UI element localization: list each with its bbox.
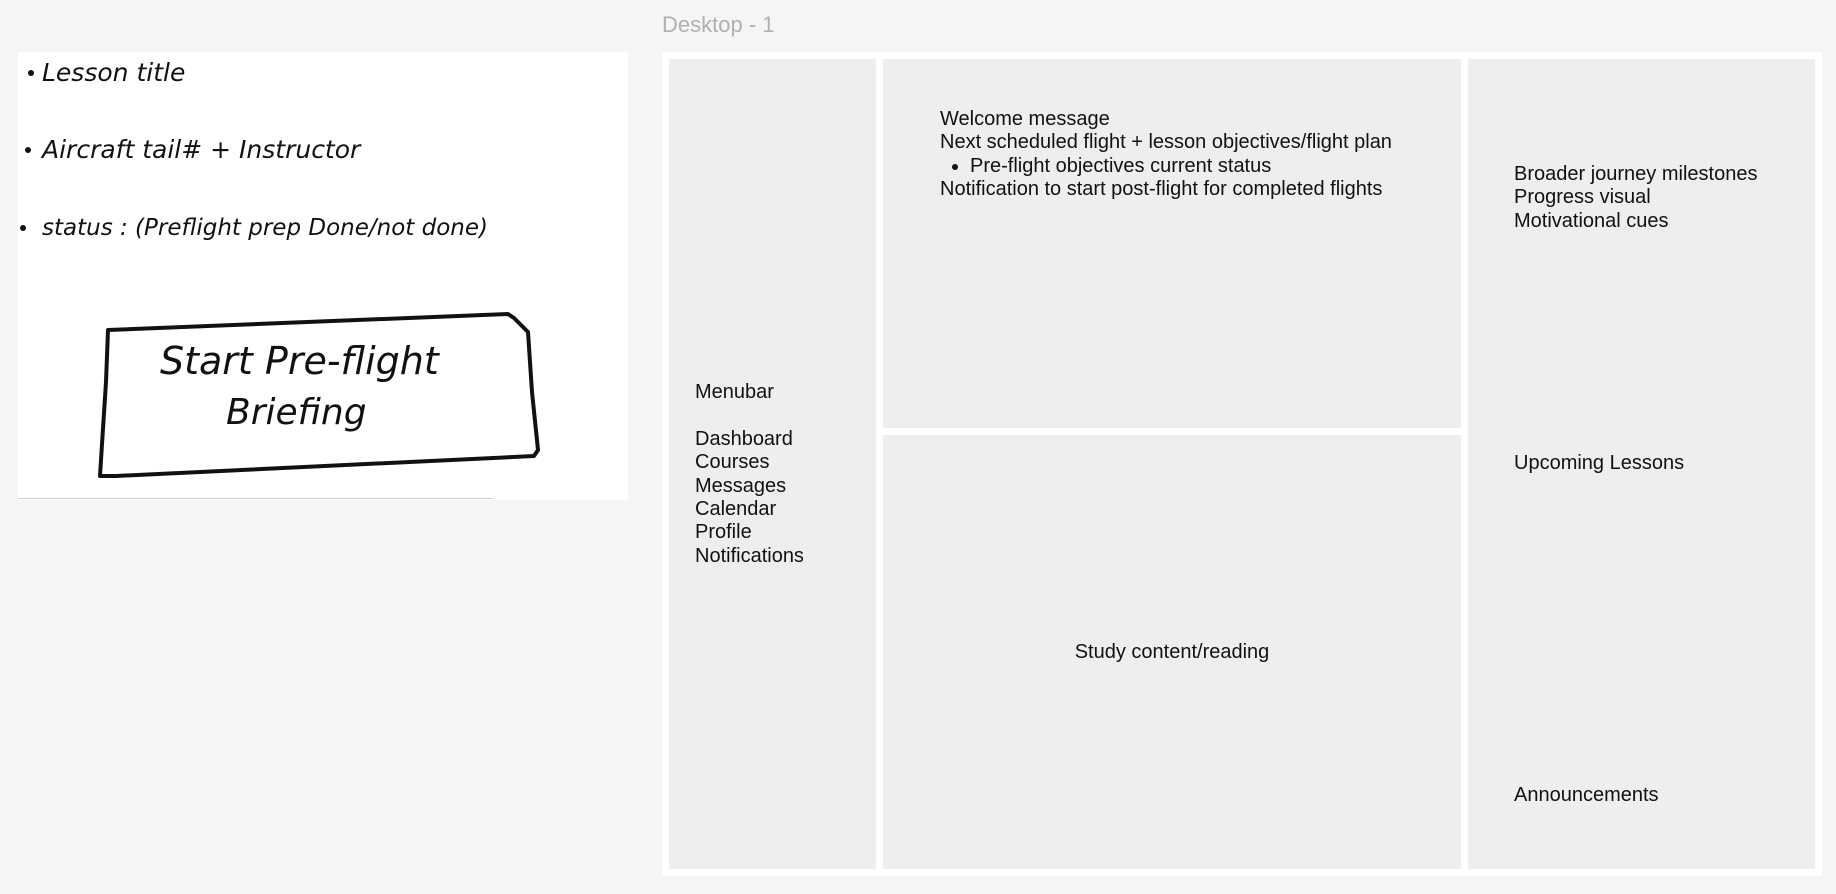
welcome-message: Welcome message	[940, 108, 1110, 130]
menu-item-messages[interactable]: Messages	[695, 474, 787, 497]
next-scheduled-flight: Next scheduled flight + lesson objectives/flight plan	[940, 131, 1392, 154]
sketch-bullet-aircraft: Aircraft tail# + Instructor	[42, 135, 361, 164]
menubar-content	[695, 381, 804, 568]
journey-milestones: Broader journey milestones	[1514, 163, 1758, 185]
menubar-title: Menubar	[695, 381, 774, 403]
upcoming-lessons: Upcoming Lessons	[1514, 452, 1685, 474]
progress-visual: Progress visual	[1514, 186, 1651, 209]
menu-item-calendar[interactable]: Calendar	[695, 498, 777, 521]
postflight-notification: Notification to start post-flight for completed flights	[940, 178, 1383, 201]
menu-item-dashboard[interactable]: Dashboard	[695, 427, 793, 450]
sketch-bullet-status: status : (Preflight prep Done/not done)	[42, 215, 488, 241]
frame-title[interactable]: Desktop - 1	[662, 12, 775, 37]
sketch-divider	[18, 498, 493, 499]
menu-item-profile[interactable]: Profile	[695, 521, 752, 544]
welcome-panel[interactable]	[883, 59, 1461, 428]
menubar-panel[interactable]	[669, 59, 876, 869]
sketch-bullet-dot	[20, 225, 26, 231]
sketch-drawing	[18, 52, 628, 500]
announcements: Announcements	[1514, 784, 1659, 806]
preflight-objectives-status: • Pre-flight objectives current status	[970, 155, 1400, 178]
journey-panel[interactable]	[1468, 59, 1815, 869]
menu-item-notifications[interactable]: Notifications	[695, 544, 804, 567]
desktop-frame[interactable]	[662, 52, 1822, 876]
sketch-bullet-dot	[25, 147, 31, 153]
sketch-button-label-line2: Briefing	[226, 392, 367, 433]
sketch-button-label-line1: Start Pre-flight	[160, 339, 439, 383]
welcome-content	[940, 108, 1400, 202]
menu-item-courses[interactable]: Courses	[695, 451, 770, 474]
journey-milestones-block	[1514, 163, 1757, 233]
study-content-label: Study content/reading	[1074, 641, 1270, 663]
study-content-panel[interactable]	[883, 435, 1461, 869]
sketch-bullet-lesson-title: Lesson title	[42, 58, 186, 87]
sketch-image	[18, 52, 628, 500]
sketch-bullet-dot	[28, 70, 34, 76]
motivational-cues: Motivational cues	[1514, 209, 1669, 232]
welcome-bullet-list	[940, 155, 1400, 178]
